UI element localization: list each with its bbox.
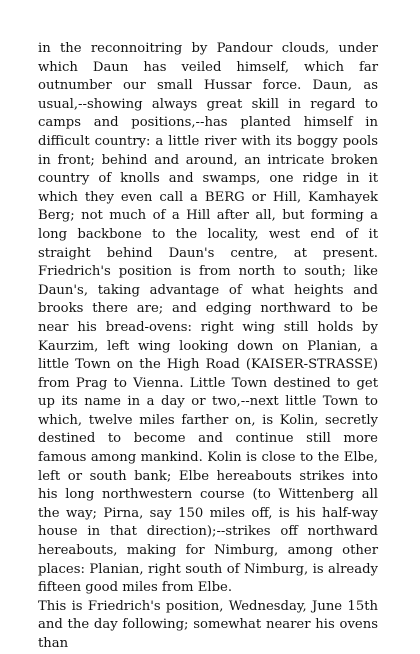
paragraph-2: This is Friedrich's position, Wednesday, June 15th and the day following; somewhat nearer his ovens than (38, 598, 378, 651)
paragraph-1: in the reconnoitring by Pandour clouds, under which Daun has veiled himself, which far outnumber our small Hussar force. Daun, as usual,--showing always great skill in regard to camps and positions,--has planted himself in difficult country: a little river with its boggy pools in front; behind and around, an intricate broken country of knolls and swamps, one ridge in it which they even call a BERG or Hill, Kamhayek Berg; not much of a Hill after all, but forming a long backbone to the locality, west end of it straight behind Daun's centre, at present. Friedrich's position is from north to south; like Daun's, taking advantage of what heights and brooks there are; and edging northward to be near his bread-ovens: right wing still holds by Kaurzim, left wing looking down on Planian, a little Town on the High Road (KAISER-STRASSE) from Prag to Vienna. Little Town destined to get up its name in a day or two,--next little Town to which, twelve miles farther on, is Kolin, secretly destined to become and continue still more famous among mankind. Kolin is close to the Elbe, left or south bank; Elbe hereabouts strikes into his long northwestern course (to Wittenberg all the way; Pirna, say 150 miles off, is his half-way house in that direction);--strikes off northward hereabouts, making for Nimburg, among other places: Planian, right south of Nimburg, is already fifteen good miles from Elbe. (38, 41, 378, 596)
body-text (38, 40, 378, 654)
